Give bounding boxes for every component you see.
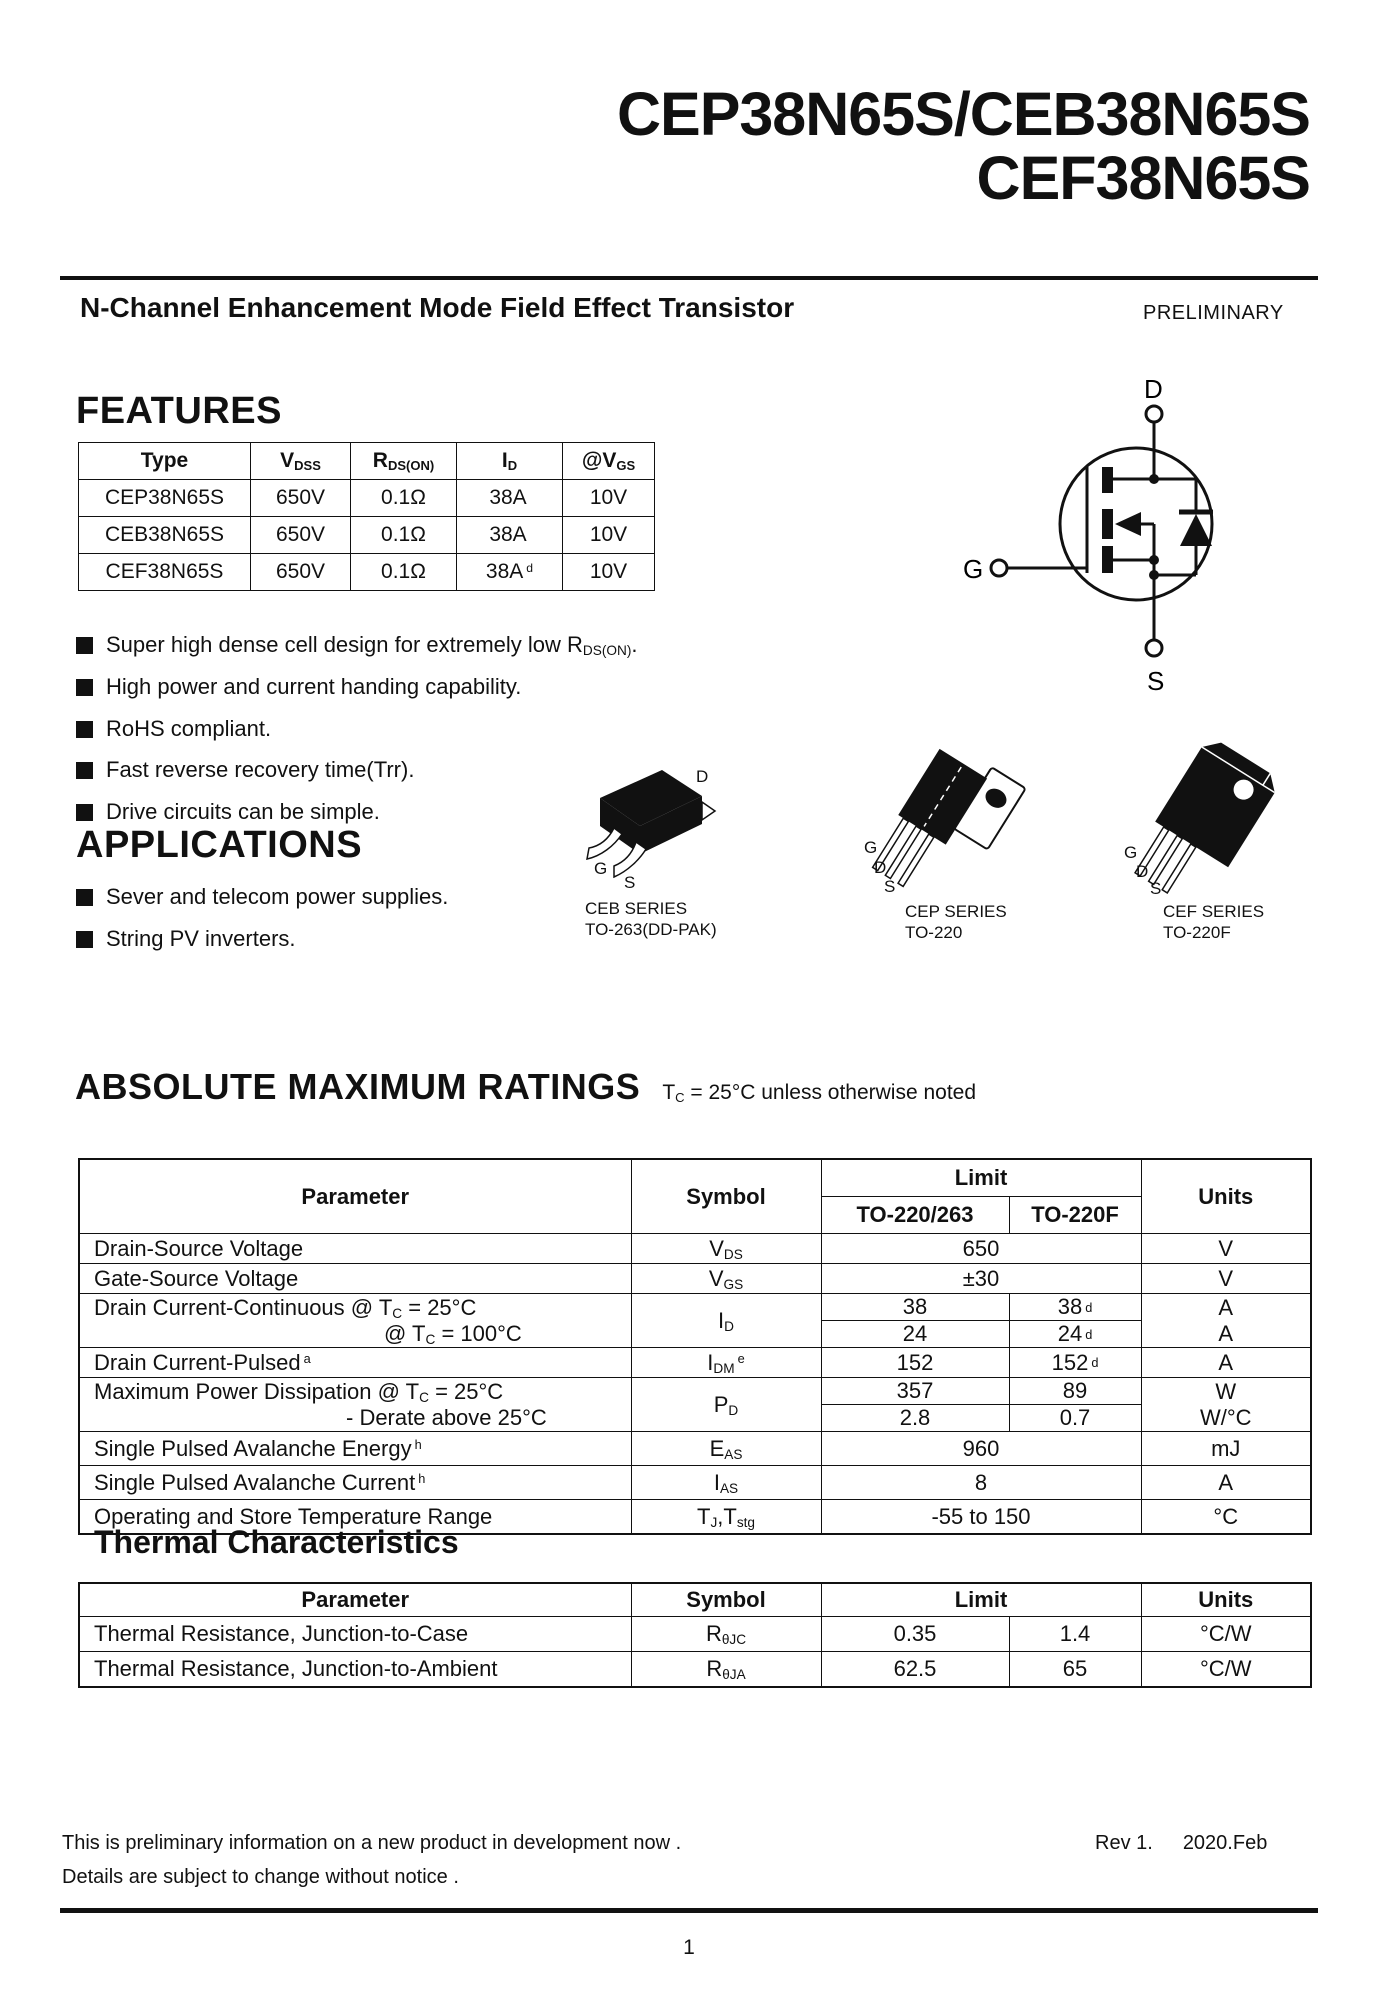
param: Maximum Power Dissipation @ TC = 25°C - Derate above 25°C: [79, 1378, 631, 1432]
units: °C/W: [1141, 1617, 1311, 1652]
package-caption-ceb: CEB SERIES TO-263(DD-PAK): [585, 899, 717, 939]
limit: 62.5 65: [821, 1652, 1141, 1688]
col-units: Units: [1141, 1583, 1311, 1617]
limit: 960: [821, 1432, 1141, 1466]
limit: -55 to 150: [821, 1500, 1141, 1535]
mosfet-symbol-diagram: [955, 372, 1265, 702]
param: Drain Current-Pulsed $^a$: [79, 1348, 631, 1378]
bullet-square-icon: [76, 721, 93, 738]
col-symbol: Symbol: [631, 1583, 821, 1617]
package-caption-cep: CEP SERIES TO-220: [905, 902, 1007, 942]
symbol: PD: [631, 1378, 821, 1432]
application-bullet-text: String PV inverters.: [106, 926, 296, 951]
units: mJ: [1141, 1432, 1311, 1466]
applications-heading: APPLICATIONS: [76, 824, 363, 866]
gate-terminal: [991, 560, 1007, 576]
page-title: [617, 82, 1310, 210]
gate-pin-label: G: [864, 838, 878, 857]
symbol: VGS: [631, 1264, 821, 1294]
symbol: IDMe: [631, 1348, 821, 1378]
units: °C: [1141, 1500, 1311, 1535]
symbol: RθJA: [631, 1652, 821, 1688]
bullet-square-icon: [76, 889, 93, 906]
source-terminal: [1146, 640, 1162, 656]
units: V: [1141, 1234, 1311, 1264]
param: Single Pulsed Avalanche Current $^h$: [79, 1466, 631, 1500]
drain-pin-label: D: [1136, 862, 1149, 881]
units: A: [1141, 1348, 1311, 1378]
title-line-1: CEP38N65S/CEB38N65S: [616, 80, 1310, 148]
param: Operating and Store Temperature Range: [79, 1500, 631, 1535]
symbol: VDS: [631, 1234, 821, 1264]
param: Single Pulsed Avalanche Energy $^h$: [79, 1432, 631, 1466]
package-caption-cef: CEF SERIES TO-220F: [1163, 902, 1265, 942]
amr-row-vds: [79, 1234, 1311, 1264]
application-bullet-text: Sever and telecom power supplies.: [106, 884, 449, 909]
features-heading: FEATURES: [76, 390, 282, 432]
units: A A: [1141, 1294, 1311, 1348]
footer-revision: [1095, 1832, 1267, 1855]
bullet-square-icon: [76, 762, 93, 779]
features-row-cep: CEP38N65S 650V 0.1Ω 38A 10V: [79, 480, 655, 517]
col-id: ID: [457, 443, 563, 480]
source-pin-label: S: [624, 873, 636, 892]
source-pin-label: S: [1150, 879, 1162, 898]
drain-terminal: [1146, 406, 1162, 422]
amr-row-id: [79, 1294, 1311, 1348]
amr-row-idm: [79, 1348, 1311, 1378]
param: Gate-Source Voltage: [79, 1264, 631, 1294]
amr-heading: ABSOLUTE MAXIMUM RATINGS: [75, 1066, 641, 1107]
feature-bullet-5: [76, 799, 380, 825]
features-row-cef: CEF38N65S 650V 0.1Ω 38A $^d$ 10V: [79, 554, 655, 591]
col-parameter: Parameter: [79, 1159, 631, 1234]
source-pin-label: S: [1147, 666, 1165, 696]
thermal-row-rthja: [79, 1652, 1311, 1688]
units: °C/W: [1141, 1652, 1311, 1688]
param: Drain Current-Continuous @ TC = 25°C @ TC = 100°C: [79, 1294, 631, 1348]
gate-pin-label: G: [963, 554, 984, 584]
feature-bullet-text: Fast reverse recovery time(Trr).: [106, 757, 415, 782]
limit: 8: [821, 1466, 1141, 1500]
feature-bullet-text: Super high dense cell design for extremely low RDS(ON).: [106, 632, 638, 658]
bottom-divider: [60, 1908, 1318, 1913]
col-units: Units: [1141, 1159, 1311, 1234]
gate-pin-label: G: [594, 859, 608, 878]
limit: 0.35 1.4: [821, 1617, 1141, 1652]
footer-line-2: Details are subject to change without notice .: [62, 1866, 459, 1888]
features-row-ceb: CEB38N65S 650V 0.1Ω 38A 10V: [79, 517, 655, 554]
title-line-2: CEF38N65S: [976, 144, 1310, 212]
col-vgs: @VGS: [563, 443, 655, 480]
feature-bullet-2: [76, 674, 521, 700]
drain-pin-label: D: [874, 858, 887, 877]
col-limit: Limit: [821, 1159, 1141, 1197]
param: Thermal Resistance, Junction-to-Ambient: [79, 1652, 631, 1688]
symbol: IAS: [631, 1466, 821, 1500]
amr-row-vgs: [79, 1264, 1311, 1294]
source-pin-label: S: [884, 877, 896, 895]
absolute-maximum-ratings-table: [78, 1158, 1312, 1535]
footer-line-1: This is preliminary information on a new product in development now .: [62, 1832, 682, 1854]
drain-pin-label: D: [1144, 374, 1163, 404]
thermal-table: [78, 1582, 1312, 1688]
bullet-square-icon: [76, 637, 93, 654]
revision-date: 2020.Feb: [1182, 1832, 1268, 1854]
col-type: Type: [79, 443, 251, 480]
drain-pin-label: D: [696, 767, 709, 786]
bullet-square-icon: [76, 804, 93, 821]
col-limit: Limit: [821, 1583, 1141, 1617]
param: Thermal Resistance, Junction-to-Case: [79, 1617, 631, 1652]
features-table: [78, 442, 655, 591]
col-parameter: Parameter: [79, 1583, 631, 1617]
symbol: ID: [631, 1294, 821, 1348]
units: V: [1141, 1264, 1311, 1294]
application-bullet-1: [76, 884, 448, 910]
bullet-square-icon: [76, 931, 93, 948]
amr-note: TC = 25°C unless otherwise noted: [662, 1081, 977, 1105]
limit: 38 38 d 24 24 d: [821, 1294, 1141, 1348]
limit: ±30: [821, 1264, 1141, 1294]
amr-header-row-1: [79, 1159, 1311, 1197]
feature-bullet-4: [76, 757, 414, 783]
preliminary-label: PRELIMINARY: [1143, 302, 1284, 324]
feature-bullet-1: [76, 632, 638, 658]
bullet-square-icon: [76, 679, 93, 696]
amr-row-ias: [79, 1466, 1311, 1500]
symbol: TJ,Tstg: [631, 1500, 821, 1535]
col-symbol: Symbol: [631, 1159, 821, 1234]
limit: 152 152 d: [821, 1348, 1141, 1378]
thermal-header-row: [79, 1583, 1311, 1617]
thermal-row-rthjc: [79, 1617, 1311, 1652]
units: A: [1141, 1466, 1311, 1500]
subtitle: N-Channel Enhancement Mode Field Effect Transistor: [80, 292, 795, 323]
feature-bullet-3: [76, 716, 271, 742]
symbol: EAS: [631, 1432, 821, 1466]
package-to220-figure: [850, 735, 1035, 895]
revision-label: Rev 1.: [1095, 1832, 1153, 1854]
col-limit-to220-263: TO-220/263: [856, 1202, 974, 1227]
features-header-row: [79, 443, 655, 480]
gate-pin-label: G: [1124, 843, 1138, 862]
page-number: 1: [683, 1936, 695, 1959]
package-to263-figure: [570, 730, 730, 895]
body-diode: [1180, 514, 1212, 546]
amr-heading-row: [75, 1066, 976, 1108]
col-limit-to220f: TO-220F: [1009, 1197, 1141, 1233]
param: Drain-Source Voltage: [79, 1234, 631, 1264]
amr-row-pd: [79, 1378, 1311, 1432]
amr-row-eas: [79, 1432, 1311, 1466]
limit: 357 89 2.8 0.7: [821, 1378, 1141, 1432]
limit: 650: [821, 1234, 1141, 1264]
feature-bullet-text: RoHS compliant.: [106, 716, 272, 741]
package-to220f-figure: [1100, 728, 1315, 898]
body-arrow: [1115, 512, 1141, 536]
feature-bullet-text: High power and current handing capability.: [106, 674, 522, 699]
units: W W/°C: [1141, 1378, 1311, 1432]
symbol: RθJC: [631, 1617, 821, 1652]
thermal-heading: Thermal Characteristics: [94, 1524, 459, 1560]
col-rdson: RDS(ON): [351, 443, 457, 480]
top-divider: [60, 276, 1318, 280]
application-bullet-2: [76, 926, 296, 952]
col-vdss: VDSS: [251, 443, 351, 480]
feature-bullet-text: Drive circuits can be simple.: [106, 799, 380, 824]
